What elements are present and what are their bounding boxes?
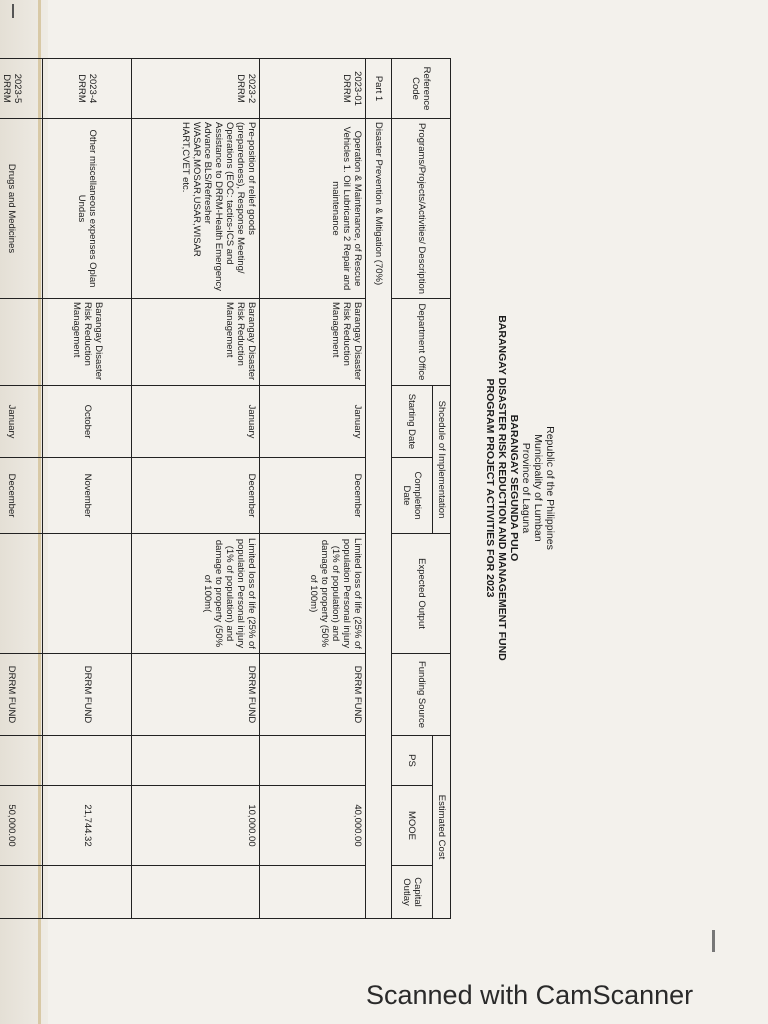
cell-ps bbox=[132, 736, 260, 786]
col-funding-source: Funding Source bbox=[392, 654, 451, 736]
col-ps: PS bbox=[392, 736, 433, 786]
cell-funding: DRRM FUND bbox=[42, 654, 131, 736]
program-table bbox=[0, 58, 451, 919]
cell-program: Drugs and Medicines bbox=[0, 119, 42, 299]
header-municipality: Municipality of Lumban bbox=[532, 434, 544, 542]
scan-mark bbox=[12, 4, 14, 18]
cell-funding: DRRM FUND bbox=[132, 654, 260, 736]
table-row bbox=[260, 59, 366, 919]
cell-capital bbox=[42, 866, 131, 919]
cell-ps bbox=[42, 736, 131, 786]
header-barangay: BARANGAY SEGUNDA PULO bbox=[508, 414, 520, 562]
cell-program: Pre-position of relief goods (preparedness), Response Meeting/ Operations (EOC: tactics-ICS and Assistance to DRRM-Health Emergency Advance BLS/Refresher WASAR,MOSAR,USAR,WISAR HART,CVET etc. bbox=[132, 119, 260, 299]
col-mooe: MOOE bbox=[392, 786, 433, 866]
col-starting-date: Starting Date bbox=[392, 386, 433, 458]
cell-output: Limited loss of life (25% of population Personal injury (1% of population) and damage to property (50% of 100m( bbox=[132, 534, 260, 654]
cell-ref: 2023-2 DRRM bbox=[132, 59, 260, 119]
table-row bbox=[0, 59, 42, 919]
cell-completion: December bbox=[132, 458, 260, 534]
table-row bbox=[42, 59, 131, 919]
col-expected-output: Expected Output bbox=[392, 534, 451, 654]
cell-ref: 2023-01 DRRM bbox=[260, 59, 366, 119]
cell-funding: DRRM FUND bbox=[0, 654, 42, 736]
cell-start: January bbox=[132, 386, 260, 458]
part-row bbox=[365, 59, 391, 919]
cell-mooe: 50,000.00 bbox=[0, 786, 42, 866]
cell-dept: Barangay Disaster Risk Reduction Management bbox=[132, 299, 260, 386]
part-label: Part 1 bbox=[365, 59, 391, 119]
col-completion-date: Completion Date bbox=[392, 458, 433, 534]
cell-capital bbox=[260, 866, 366, 919]
cell-capital bbox=[0, 866, 42, 919]
cell-funding: DRRM FUND bbox=[260, 654, 366, 736]
cell-capital bbox=[132, 866, 260, 919]
cell-start: October bbox=[42, 386, 131, 458]
cell-ref: 2023-4 DRRM bbox=[42, 59, 131, 119]
cell-output: Limited loss of life (25% of population Personal injury (1% of population) and damage to property (50% of 100m) bbox=[260, 534, 366, 654]
cell-dept: Barangay Disaster Risk Reduction Management bbox=[260, 299, 366, 386]
col-capital-outlay: Capital Outlay bbox=[392, 866, 433, 919]
cell-ps bbox=[260, 736, 366, 786]
camscanner-watermark: Scanned with CamScanner bbox=[366, 980, 694, 1010]
col-schedule: Shcedule of Implementation bbox=[432, 386, 450, 534]
cell-output bbox=[42, 534, 131, 654]
header-row bbox=[432, 59, 450, 919]
col-ref-code: Reference Code bbox=[392, 59, 451, 119]
document-header bbox=[458, 58, 578, 918]
cell-dept bbox=[0, 299, 42, 386]
cell-ref: 2023-5 DRRM bbox=[0, 59, 42, 119]
cell-mooe: 40,000.00 bbox=[260, 786, 366, 866]
cell-ps bbox=[0, 736, 42, 786]
header-fund-title: BARANGAY DISASTER RISK REDUCTION AND MANAGEMENT FUND bbox=[496, 315, 508, 661]
cell-program: Operation & Maintenance, of Rescue Vehicles 1. Oil Lubricants 2 Repair and maintenance bbox=[260, 119, 366, 299]
header-republic: Republic of the Philippines bbox=[544, 426, 556, 550]
cell-mooe: 21,744.32 bbox=[42, 786, 131, 866]
cell-dept: Barangay Disaster Risk Reduction Management bbox=[42, 299, 131, 386]
cell-completion: December bbox=[260, 458, 366, 534]
col-department: Department Office bbox=[392, 299, 451, 386]
rotated-document bbox=[0, 58, 578, 918]
cell-start: January bbox=[260, 386, 366, 458]
header-program-title: PROGRAM PROJECT ACTIVITIES FOR 2023 bbox=[484, 378, 496, 598]
cell-completion: November bbox=[42, 458, 131, 534]
part-title: Disaster Prevention & Mitigation (70%) bbox=[365, 119, 391, 919]
col-program: Programs/Projects/Activities/ Description bbox=[392, 119, 451, 299]
cell-start: January bbox=[0, 386, 42, 458]
cell-completion: December bbox=[0, 458, 42, 534]
col-estimated-cost: Estimated Cost bbox=[432, 736, 450, 919]
cell-mooe: 10,000.00 bbox=[132, 786, 260, 866]
header-province: Province of Laguna bbox=[520, 442, 532, 534]
cell-program: Other miscellaneous expenses Oplan Undas bbox=[42, 119, 131, 299]
scan-mark bbox=[712, 930, 715, 952]
table-row bbox=[132, 59, 260, 919]
cell-output bbox=[0, 534, 42, 654]
